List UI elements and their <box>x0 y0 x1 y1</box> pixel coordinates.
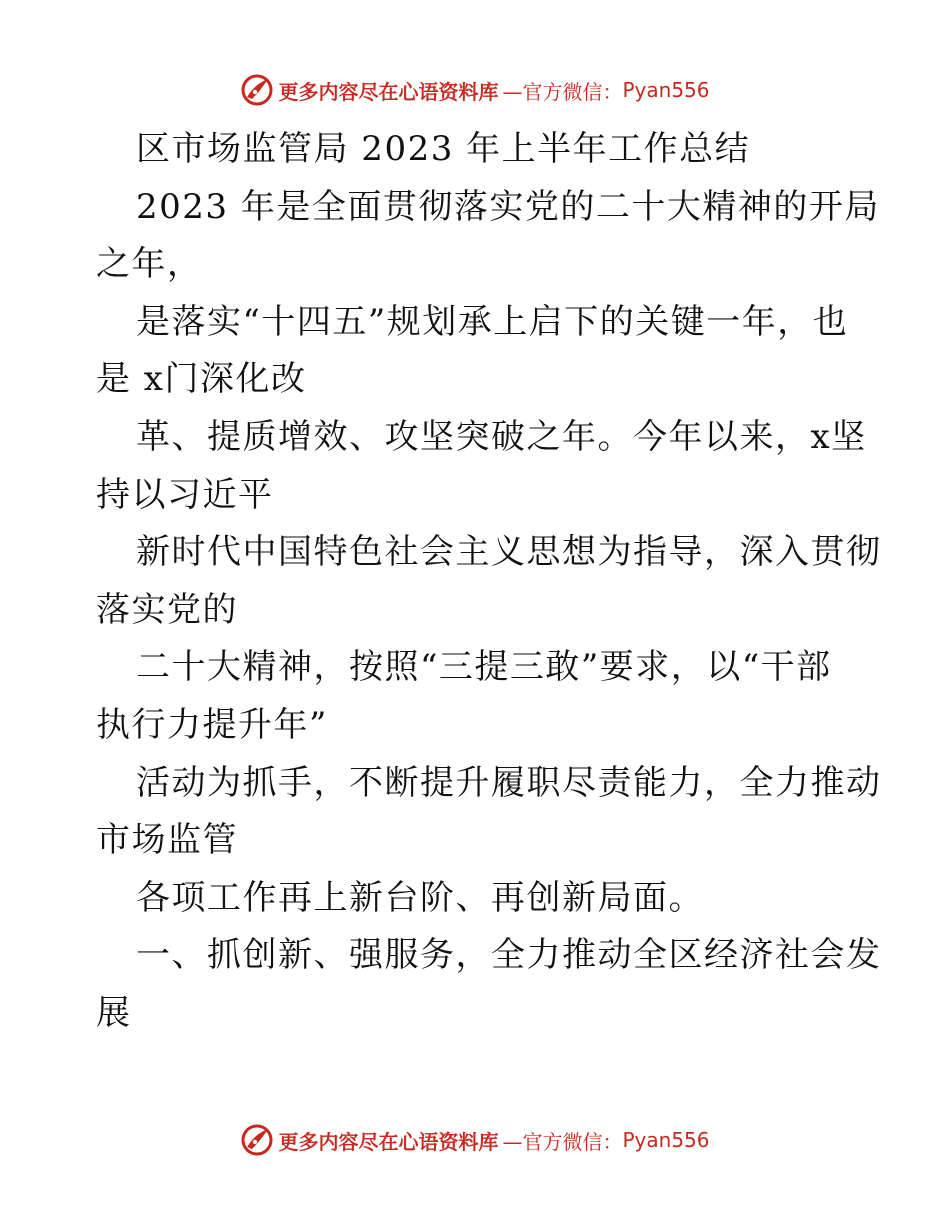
document-text-line: 二十大精神，按照“三提三敢”要求，以“干部 <box>136 647 832 688</box>
document-text-line: 落实党的 <box>96 589 238 630</box>
document-text-line: 执行力提升年” <box>96 704 328 745</box>
document-title: 区市场监管局 2023 年上半年工作总结 <box>136 129 751 169</box>
document-text-line: 展 <box>96 992 132 1033</box>
document-text-line: 市场监管 <box>96 820 238 861</box>
watermark-separator-text: —官方微信： <box>502 1129 623 1154</box>
document-text-line: 是 x门深化改 <box>96 359 307 400</box>
document-text-line: 各项工作再上新台阶、再创新局面。 <box>136 877 704 918</box>
document-text-line: 持以习近平 <box>96 474 274 515</box>
seal-pen-logo-icon <box>240 73 274 107</box>
document-text-line: 2023 年是全面贯彻落实党的二十大精神的开局 <box>136 186 880 227</box>
footer-watermark <box>0 1118 950 1162</box>
document-text-line: 是落实“十四五”规划承上启下的关键一年，也 <box>136 301 849 342</box>
header-watermark <box>0 68 950 112</box>
document-text-line: 一、抓创新、强服务，全力推动全区经济社会发 <box>136 935 882 976</box>
document-body <box>96 121 882 1043</box>
watermark-wechat-handle: Pyan556 <box>622 1128 710 1152</box>
watermark-main-text: 更多内容尽在心语资料库 <box>278 1129 499 1154</box>
seal-pen-logo-icon <box>240 1123 274 1157</box>
document-text-line: 革、提质增效、攻坚突破之年。今年以来，x坚 <box>136 416 867 457</box>
watermark-wechat-handle: Pyan556 <box>622 78 710 102</box>
document-text-line: 之年， <box>96 244 203 285</box>
watermark-separator-text: —官方微信： <box>502 79 623 104</box>
watermark-main-text: 更多内容尽在心语资料库 <box>278 79 499 104</box>
document-text-line: 新时代中国特色社会主义思想为指导，深入贯彻 <box>136 532 882 573</box>
document-text-line: 活动为抓手，不断提升履职尽责能力，全力推动 <box>136 762 882 803</box>
